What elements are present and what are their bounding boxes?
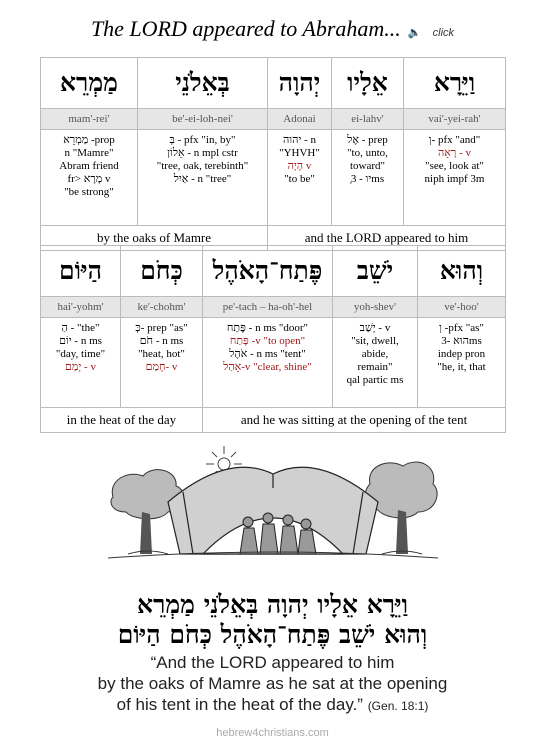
word-table-1 [40,57,506,251]
phrase-translation: in the heat of the day [41,408,203,433]
gloss-line: וְ -pfx "as" [439,322,484,334]
english-verse-text: of his tent in the heat of the day.” [116,695,363,714]
gloss-line: רָאָה - v [437,147,471,159]
english-verse-line-1: “And the LORD appeared to him [150,653,395,672]
gloss-line: וְ- pfx "and" [428,134,481,146]
hebrew-word: בְּאֵלֹנֵי [138,58,268,109]
gloss-line: "be strong" [64,186,114,198]
hebrew-verse-line-2: וְהוּא יֹשֵׁב פֶּתַח־הָאֹהֶל כְּחֹם הַיּוֹם [117,620,428,649]
transliteration: ve'-hoo' [418,297,506,318]
gloss-line: פָּתַח -v "to open" [229,335,306,347]
transliteration: yoh-shev' [333,297,418,318]
hebrew-word: פֶּתַח־הָאֹהֶל [203,246,333,297]
gloss-line: qal partic ms [346,374,404,386]
speaker-icon[interactable]: 🔈 [407,26,422,39]
transliteration: ke'-chohm' [121,297,203,318]
gloss-line: "see, look at" [425,160,484,172]
transliteration: Adonai [268,109,332,130]
gloss-line: אֶל - prep [347,134,388,146]
gloss-line: מַמְרֵא -prop [63,134,115,146]
gloss-cell [121,318,203,408]
hebrew-verse-line-1: וַיֵּרָא אֵלָיו יְהוָה בְּאֵלֹנֵי מַמְרֵא [137,590,408,619]
gloss-line: יוֹם - n ms [59,335,102,347]
transliteration: mam'-rei' [41,109,138,130]
translit-row [41,297,506,318]
gloss-row [41,130,506,226]
hebrew-word: אֵלָיו [332,58,404,109]
gloss-cell [333,318,418,408]
gloss-line: הוּא -3ms [441,335,482,347]
phrase-translation: by the oaks of Mamre [41,226,268,251]
gloss-line: toward" [349,160,386,172]
hebrew-word: מַמְרֵא [41,58,138,109]
gloss-line: פֶּתַח - n ms "door" [226,322,309,334]
hebrew-word: הַיּוֹם [41,246,121,297]
gloss-line: חָמַם- v [145,361,178,373]
gloss-line: "to be" [284,173,315,185]
gloss-cell [418,318,506,408]
phrase-translation: and the LORD appeared to him [268,226,506,251]
gloss-line: אָהַל-v "clear, shine" [223,361,312,373]
hebrew-word: כְּחֹם [121,246,203,297]
transliteration: be'-ei-loh-nei' [138,109,268,130]
gloss-cell [268,130,332,226]
gloss-line: indep pron [437,348,486,360]
gloss-line: הַ - "the" [61,322,100,334]
gloss-line: יָמַם - v [65,361,96,373]
tent-illustration [108,442,438,588]
phrase-translation: and he was sitting at the opening of the tent [203,408,506,433]
gloss-line: אֹהֶל - n ms "tent" [229,348,306,360]
gloss-cell [203,318,333,408]
hebrew-word: וְהוּא [418,246,506,297]
gloss-line: "he, it, that [437,361,486,373]
gloss-line: אַיִל - n "tree" [173,173,232,185]
page-title [0,16,545,42]
english-verse-line-2: by the oaks of Mamre as he sat at the opening [97,674,448,693]
gloss-line: "YHVH" [279,147,320,159]
hebrew-row [41,58,506,109]
audio-link[interactable]: click [432,27,455,39]
hebrew-word: וַיֵּרָא [404,58,506,109]
gloss-line: הָיָה v [287,160,312,172]
gloss-line: fr> מָרָא v [67,173,111,185]
gloss-cell [138,130,268,226]
gloss-line: ָיו - 3ms [350,173,385,185]
transliteration: pe'-tach – ha-oh'-hel [203,297,333,318]
gloss-line: n "Mamre" [64,147,114,159]
gloss-line: כְּ- prep "as" [135,322,188,334]
gloss-line: "to, unto, [347,147,388,159]
site-footer[interactable]: hebrew4christians.com [216,727,329,739]
hebrew-word: יֹשֵׁב [333,246,418,297]
gloss-line: חֹם - n ms [139,335,184,347]
gloss-cell [41,130,138,226]
gloss-line: niph impf 3m [424,173,485,185]
gloss-line: "heat, hot" [138,348,185,360]
hebrew-row [41,246,506,297]
word-table-2 [40,245,506,433]
transliteration: ei-lahv' [332,109,404,130]
gloss-line: abide, [361,348,389,360]
gloss-line: אֵלוֹן - n mpl cstr [167,147,238,159]
gloss-line: "tree, oak, terebinth" [156,160,249,172]
transliteration: hai'-yohm' [41,297,121,318]
phrase-row [41,408,506,433]
gloss-cell [404,130,506,226]
english-verse-line-3 [0,695,545,716]
gloss-line: יהוה - n [282,134,317,146]
gloss-row [41,318,506,408]
translit-row [41,109,506,130]
title-text: The LORD appeared to Abraham... [90,16,401,41]
gloss-line: Abram friend [59,160,119,172]
gloss-line: remain" [357,361,393,373]
hebrew-word: יְהוָה [268,58,332,109]
verse-reference: (Gen. 18:1) [367,699,429,713]
gloss-line: בְּ - pfx "in, by" [169,134,236,146]
gloss-line: "sit, dwell, [351,335,399,347]
gloss-cell [41,318,121,408]
gloss-line: "day, time" [55,348,106,360]
transliteration: vai'-yei-rah' [404,109,506,130]
gloss-line: יָשַׁב - v [359,322,391,334]
gloss-cell [332,130,404,226]
